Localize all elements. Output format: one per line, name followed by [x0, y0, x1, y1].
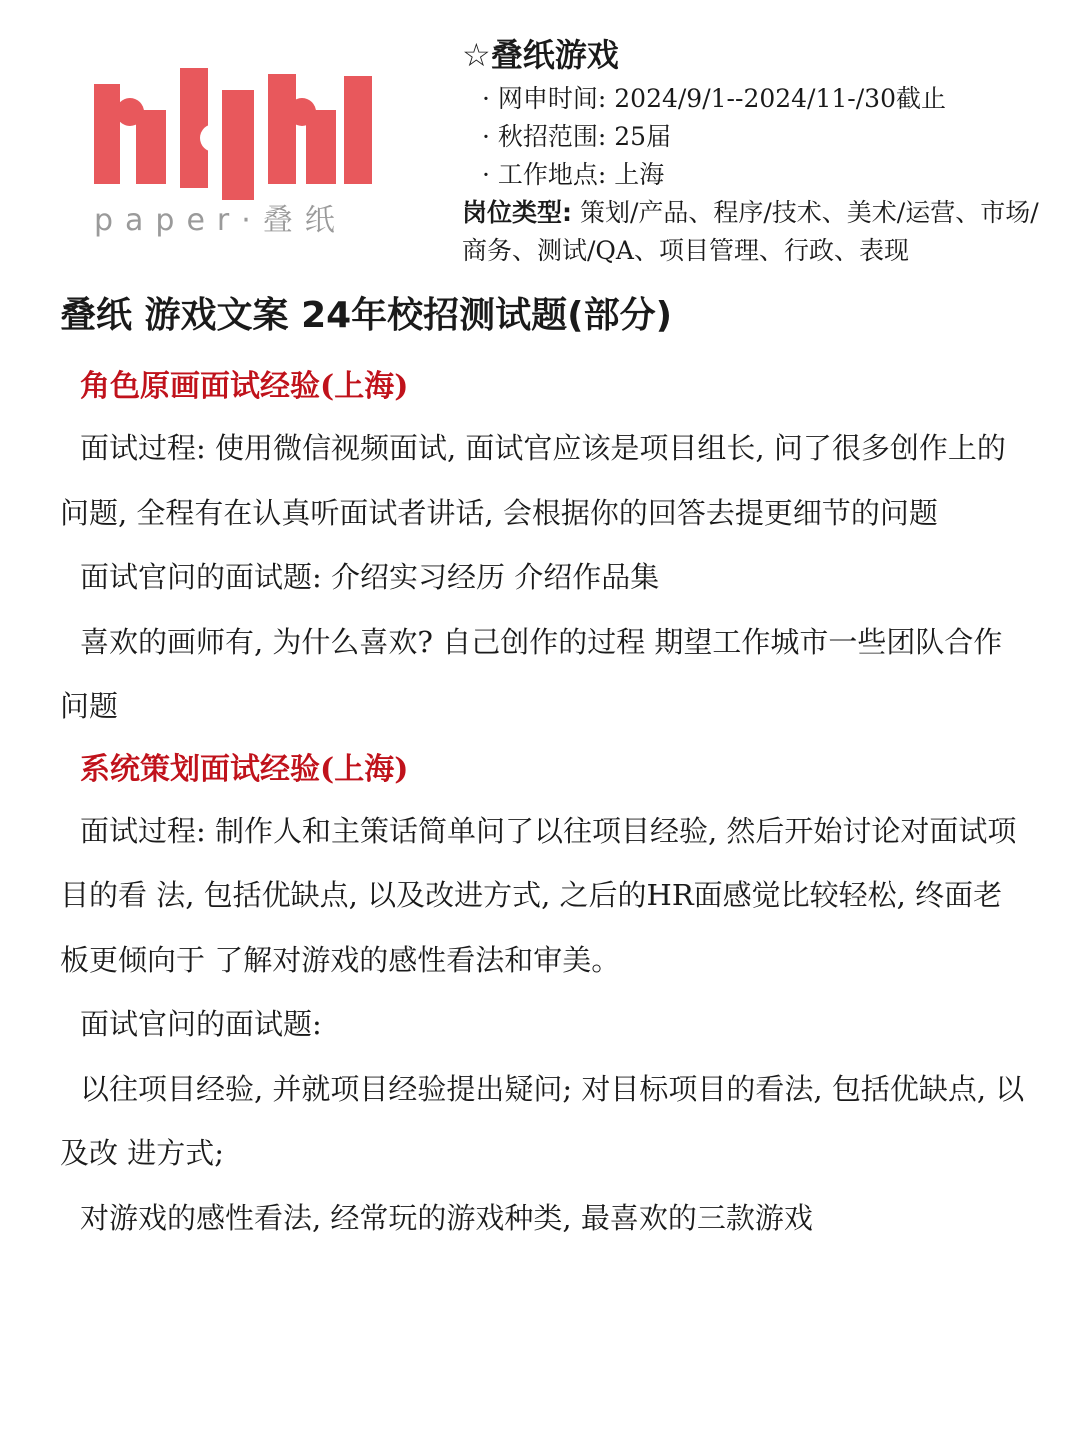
logo-bar-7 — [344, 76, 372, 184]
section-title-system-design: 系统策划面试经验(上海) — [80, 751, 409, 787]
paragraph: 面试官问的面试题: — [80, 1007, 322, 1041]
logo-bar-3 — [180, 68, 208, 188]
section-title-character-art: 角色原画面试经验(上海) — [80, 369, 409, 404]
paragraph: 面试官问的面试题: 介绍实习经历 介绍作品集 — [80, 560, 660, 594]
company-info — [462, 30, 1062, 270]
logo-text: paper·叠纸 — [94, 203, 347, 238]
logo-bar-2 — [136, 110, 166, 184]
page-title: 叠纸 游戏文案 24年校招测试题(部分) — [60, 295, 673, 336]
info-job-types — [462, 194, 1062, 270]
logo-bar-1 — [94, 84, 120, 184]
article-body — [60, 358, 1030, 1250]
info-apply-time: · 网申时间: 2024/9/1--2024/11-/30截止 — [482, 84, 946, 113]
logo-bar-4 — [222, 90, 254, 200]
info-work-location: · 工作地点: 上海 — [482, 160, 665, 189]
paper-logo — [88, 60, 388, 250]
paragraph: 对游戏的感性看法, 经常玩的游戏种类, 最喜欢的三款游戏 — [80, 1200, 813, 1235]
paragraph: 面试过程: 制作人和主策话简单问了以往项目经验, 然后开始讨论对面试项目的看 法, 包括优缺点, 以及改进方式, 之后的HR面感觉比较轻松, 终面老板更倾向于 了解对游戏的感性看法和审美。 — [60, 813, 1017, 977]
logo-bar-5 — [268, 74, 296, 184]
paragraph: 面试过程: 使用微信视频面试, 面试官应该是项目组长, 问了很多创作上的问题, 全程有在认真听面试者讲话, 会根据你的回答去提更细节的问题 — [60, 431, 1006, 530]
info-recruit-range: · 秋招范围: 25届 — [482, 122, 672, 151]
paragraph: 喜欢的画师有, 为什么喜欢? 自己创作的过程 期望工作城市一些团队合作问题 — [60, 624, 1003, 723]
paragraph: 以往项目经验, 并就项目经验提出疑问; 对目标项目的看法, 包括优缺点, 以及改 进方式; — [60, 1071, 1025, 1170]
logo-bar-6 — [306, 110, 336, 184]
job-types-value: 策划/产品、程序/技术、美术/运营、市场/商务、测试/QA、项目管理、行政、表现 — [462, 198, 1039, 265]
job-types-label: 岗位类型: — [462, 198, 572, 227]
company-title: ☆叠纸游戏 — [462, 36, 619, 74]
